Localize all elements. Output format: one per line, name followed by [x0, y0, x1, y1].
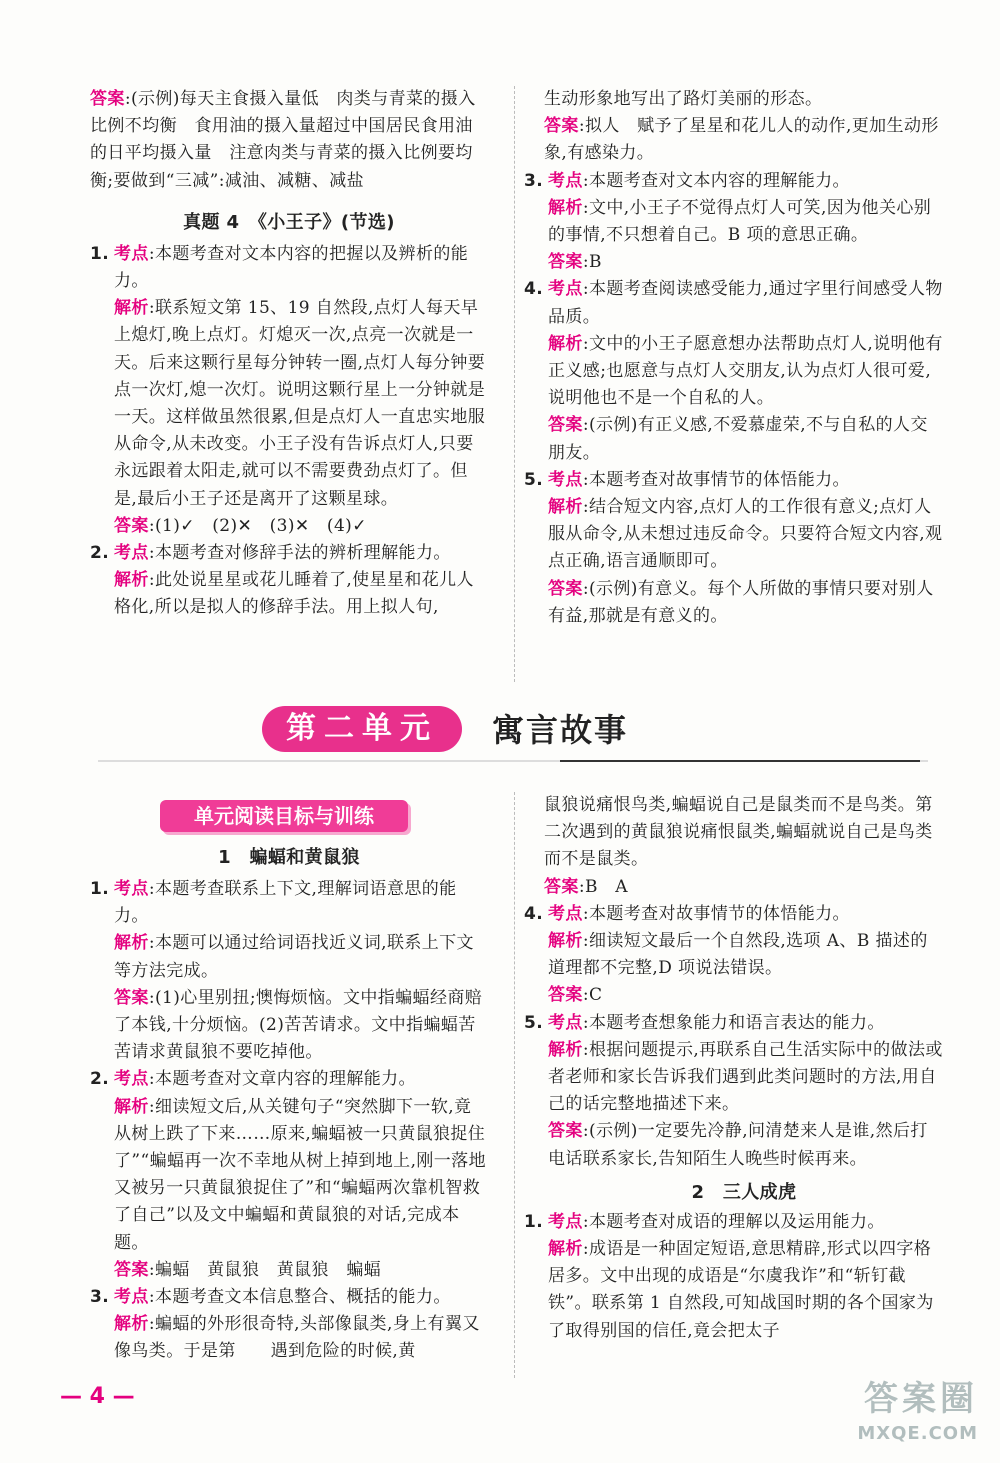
answer-text: :拟人 赋予了星星和花儿人的动作,更加生动形象,有感染力。: [544, 116, 939, 164]
kaodian-text: :本题考查联系上下文,理解词语意思的能力。: [114, 879, 457, 927]
lesson-title: 1 蝙蝠和黄鼠狼: [218, 847, 360, 868]
section-badge: 单元阅读目标与训练: [160, 800, 408, 832]
kaodian-label: 考点: [114, 879, 149, 899]
jiexi-label: 解析: [114, 298, 149, 319]
jiexi-label: 解析: [114, 570, 149, 591]
question-number: 1.: [90, 243, 110, 264]
answer-label: 答案: [548, 985, 583, 1006]
answer-label: 答案: [544, 116, 579, 137]
question-4: [524, 901, 944, 1010]
jiexi-text: :本题可以通过给词语找近义词,联系上下文等方法完成。: [114, 933, 474, 981]
kaodian-label: 考点: [114, 543, 149, 564]
section-title: 真题 4 《小王子》(节选): [183, 211, 395, 233]
jiexi-text: :结合短文内容,点灯人的工作很有意义;点灯人服从命令,从未想过违反命令。只要符合短文内容,观点正确,语言通顺即可。: [548, 497, 943, 572]
answer-text: :(1)✓ (2)✕ (3)✕ (4)✓: [148, 515, 367, 536]
unit-rule-accent: [560, 760, 920, 762]
jiexi-text: :此处说星星或花儿睡着了,使星星和花儿人格化,所以是拟人的修辞手法。用上拟人句,: [114, 570, 474, 618]
answer-paragraph: [90, 86, 488, 195]
right-top-column: [524, 86, 944, 630]
kaodian-label: 考点: [548, 1012, 583, 1033]
answer-text: :C: [582, 985, 603, 1006]
question-5: [524, 467, 944, 630]
kaodian-text: :本题考查对修辞手法的辨析理解能力。: [148, 543, 451, 564]
right-bottom-column: [524, 792, 944, 1345]
question-number: 3.: [524, 170, 544, 191]
kaodian-label: 考点: [114, 243, 149, 264]
left-top-column: [90, 86, 488, 622]
answer-label: 答案: [548, 1121, 583, 1142]
jiexi-label: 解析: [114, 1096, 149, 1117]
jiexi-text: :蝙蝠的外形很奇特,头部像鼠类,身上有翼又像鸟类。于是第 遇到危险的时候,黄: [114, 1314, 480, 1362]
answer-label: 答案: [544, 876, 579, 897]
question-5: [524, 1010, 944, 1173]
answer-text: :(1)心里别扭;懊悔烦恼。文中指蝙蝠经商赔了本钱,十分烦恼。(2)苦苦请求。文中指蝙蝠苦苦请求黄鼠狼不要吃掉他。: [114, 987, 483, 1063]
jiexi-label: 解析: [548, 1239, 583, 1260]
kaodian-label: 考点: [548, 279, 583, 300]
question-number: 2.: [90, 543, 110, 564]
kaodian-text: :本题考查对文本内容的把握以及辨析的能力。: [114, 243, 469, 292]
question-number: 3.: [90, 1287, 110, 1308]
question-1: [524, 1209, 944, 1345]
answer-text: :(示例)每天主食摄入量低 肉类与青菜的摄入比例不均衡 食用油的摄入量超过中国居民食用油的日平均摄入量 注意肉类与青菜的摄入比例要均衡;要做到“三减”:减油、减糖、减盐: [90, 89, 476, 191]
lesson-title: 2 三人成虎: [691, 1181, 797, 1203]
question-1: [90, 241, 488, 540]
answer-text: :B A: [578, 876, 628, 897]
question-3: [524, 168, 944, 277]
column-divider-top: [514, 86, 515, 682]
jiexi-text: :文中,小王子不觉得点灯人可笑,因为他关心别的事情,不只想着自己。B 项的意思正确。: [548, 197, 932, 246]
watermark-url: MXQE.COM: [857, 1423, 978, 1444]
answer-label: 答案: [90, 89, 125, 109]
question-number: 1.: [90, 879, 110, 899]
unit-title: 寓言故事: [492, 711, 629, 749]
kaodian-text: :本题考查对故事情节的体悟能力。: [582, 903, 850, 924]
question-1: [90, 876, 488, 1066]
kaodian-label: 考点: [548, 469, 583, 490]
kaodian-text: :本题考查对成语的理解以及运用能力。: [582, 1211, 885, 1232]
answer-text: :B: [582, 252, 602, 273]
question-number: 5.: [524, 469, 544, 490]
question-number: 4.: [524, 903, 544, 924]
question-2: [90, 1066, 488, 1284]
jiexi-text: :成语是一种固定短语,意思精辟,形式以四字格居多。文中出现的成语是“尔虞我诈”和“斩钉截铁”。联系第 1 自然段,可知战国时期的各个国家为了取得别国的信任,竟会把太子: [548, 1239, 934, 1341]
left-bottom-column: [90, 842, 488, 1366]
question-2: [90, 540, 488, 622]
answer-label: 答案: [114, 987, 149, 1008]
unit-banner: [262, 700, 742, 760]
question-3: [90, 1284, 488, 1366]
question-number: 5.: [524, 1012, 544, 1033]
question-number: 2.: [90, 1069, 110, 1090]
kaodian-text: :本题考查文本信息整合、概括的能力。: [148, 1287, 451, 1308]
answer-label: 答案: [548, 252, 583, 273]
jiexi-label: 解析: [548, 333, 583, 354]
question-number: 1.: [524, 1211, 544, 1232]
question-4: [524, 276, 944, 466]
kaodian-text: :本题考查对文章内容的理解能力。: [148, 1069, 416, 1090]
kaodian-text: :本题考查对文本内容的理解能力。: [582, 170, 850, 191]
answer-label: 答案: [114, 515, 149, 536]
jiexi-text: :细读短文后,从关键句子“突然脚下一软,竟从树上跌了下来……原来,蝙蝠被一只黄鼠狼捉住了”“蝙蝠再一次不幸地从树上掉到地上,刚一落地又被另一只黄鼠狼捉住了”和“蝙蝠两次靠机智救了自己”以及文中蝙蝠和黄鼠狼的对话,完成本题。: [114, 1096, 486, 1253]
answer-text: :(示例)有正义感,不爱慕虚荣,不与自私的人交朋友。: [548, 415, 928, 463]
jiexi-label: 解析: [548, 1039, 583, 1060]
jiexi-text: :文中的小王子愿意想办法帮助点灯人,说明他有正义感;也愿意与点灯人交朋友,认为点灯人很可爱,说明他也不是一个自私的人。: [548, 333, 943, 409]
continued-text: 鼠狼说痛恨鸟类,蝙蝠说自己是鼠类而不是鸟类。第二次遇到的黄鼠狼说痛恨鼠类,蝙蝠就说自己是鸟类而不是鼠类。: [544, 795, 933, 870]
kaodian-label: 考点: [548, 170, 583, 191]
answer-label: 答案: [548, 415, 583, 436]
jiexi-text: :联系短文第 15、19 自然段,点灯人每天早上熄灯,晚上点灯。灯熄灭一次,点亮一次就是一天。后来这颗行星每分钟转一圈,点灯人每分钟要点一次灯,熄一次灯。说明这颗行星上一分钟就是一天。这样做虽然很累,但是点灯人一直忠实地服从命令,从未改变。小王子没有告诉点灯人,只要永远跟着太阳走,就可以不需要费劲点灯了。但是,最后小王子还是离开了这颗星球。: [114, 298, 486, 509]
answer-text: :(示例)一定要先冷静,问清楚来人是谁,然后打电话联系家长,告知陌生人晚些时候再来。: [548, 1121, 928, 1169]
kaodian-text: :本题考查阅读感受能力,通过字里行间感受人物品质。: [548, 279, 943, 327]
jiexi-label: 解析: [548, 497, 583, 518]
answer-text: :蝙蝠 黄鼠狼 黄鼠狼 蝙蝠: [148, 1259, 382, 1280]
watermark-logo: [818, 1378, 978, 1456]
kaodian-label: 考点: [548, 1211, 583, 1232]
question-number: 4.: [524, 279, 544, 300]
page-number: — 4 —: [60, 1384, 135, 1409]
answer-label: 答案: [114, 1259, 149, 1280]
kaodian-label: 考点: [114, 1069, 149, 1090]
jiexi-text: :根据问题提示,再联系自己生活实际中的做法或者老师和家长告诉我们遇到此类问题时的方法,用自己的话完整地描述下来。: [548, 1039, 943, 1115]
column-divider-bottom: [514, 792, 515, 1378]
jiexi-label: 解析: [548, 931, 583, 952]
jiexi-label: 解析: [548, 197, 583, 218]
watermark-text: 答案圈: [864, 1379, 978, 1419]
jiexi-text: :细读短文最后一个自然段,选项 A、B 描述的道理都不完整,D 项说法错误。: [548, 931, 928, 979]
unit-label: 第二单元: [262, 706, 462, 752]
kaodian-label: 考点: [114, 1287, 149, 1308]
answer-label: 答案: [548, 578, 583, 599]
kaodian-text: :本题考查对故事情节的体悟能力。: [582, 469, 850, 490]
jiexi-label: 解析: [114, 1314, 149, 1335]
kaodian-label: 考点: [548, 903, 583, 924]
answer-text: :(示例)有意义。每个人所做的事情只要对别人有益,那就是有意义的。: [548, 578, 934, 626]
kaodian-text: :本题考查想象能力和语言表达的能力。: [582, 1012, 885, 1033]
continued-text: 生动形象地写出了路灯美丽的形态。: [544, 89, 823, 109]
jiexi-label: 解析: [114, 933, 149, 954]
